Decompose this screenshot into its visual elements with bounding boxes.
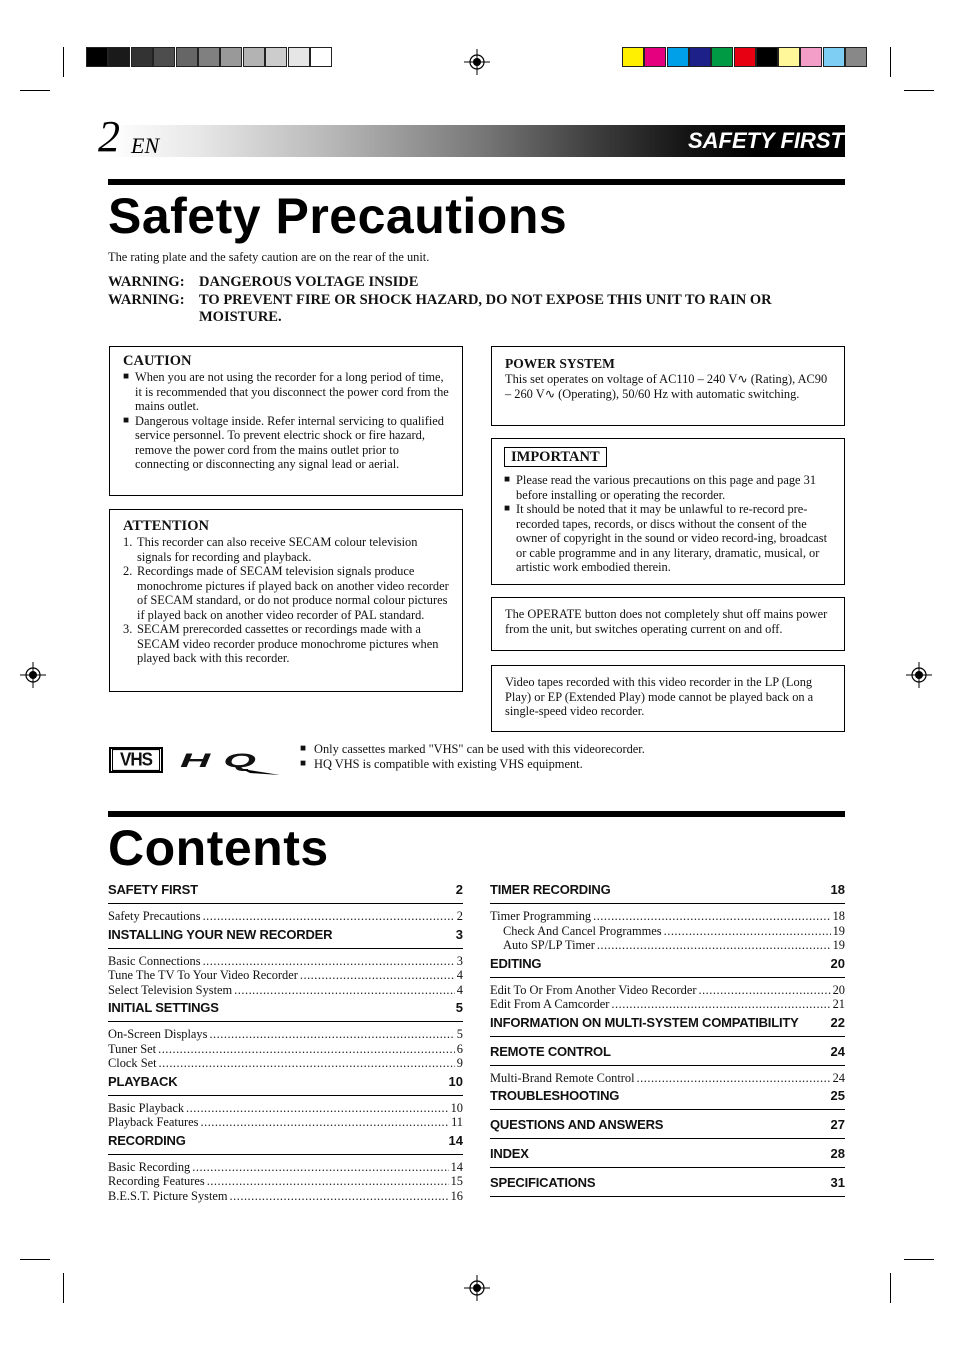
warning-label: WARNING:	[108, 274, 185, 290]
toc-leader-dots	[203, 909, 455, 924]
color-swatch	[667, 47, 689, 67]
gray-swatch	[310, 47, 332, 67]
hq-swoosh-icon	[180, 753, 282, 777]
toc-section-title: INITIAL SETTINGS	[108, 1000, 219, 1015]
gray-swatch	[288, 47, 310, 67]
gray-swatch	[176, 47, 198, 67]
color-swatch	[845, 47, 867, 67]
toc-section-title: SPECIFICATIONS	[490, 1175, 596, 1190]
toc-section-index[interactable]	[490, 1146, 845, 1168]
toc-right-column	[490, 882, 845, 1204]
toc-entry-title: Clock Set	[108, 1056, 157, 1070]
operate-note-box	[491, 597, 845, 651]
toc-entry-page: 14	[450, 1159, 463, 1174]
toc-entries	[490, 1110, 845, 1117]
operate-note: The OPERATE button does not completely shut off mains power from the unit, but switches operating current on and off.	[505, 607, 828, 636]
page-number: 2	[98, 112, 120, 161]
toc-entries	[108, 1096, 463, 1133]
toc-entry-title: Auto SP/LP Timer	[503, 938, 595, 952]
toc-entries	[108, 1022, 463, 1074]
toc-section-editing[interactable]	[490, 956, 845, 978]
toc-section-information-on-multi-system-compatibility[interactable]	[490, 1015, 845, 1037]
toc-section-page: 2	[455, 882, 463, 897]
gray-swatch	[243, 47, 265, 67]
gray-swatch	[108, 47, 130, 67]
toc-section-title: RECORDING	[108, 1132, 186, 1148]
toc-section-specifications[interactable]	[490, 1175, 845, 1197]
toc-section-page: 18	[830, 882, 845, 897]
toc-section-page: 3	[455, 926, 463, 942]
power-system-box	[491, 346, 845, 426]
language-code: EN	[131, 133, 160, 158]
toc-entry-title: Basic Playback	[108, 1100, 185, 1115]
color-swatch	[778, 47, 800, 67]
color-swatch	[734, 47, 756, 67]
toc-entry-title: Edit To Or From Another Video Recorder	[490, 982, 697, 997]
toc-leader-dots	[159, 1056, 455, 1071]
toc-entry[interactable]	[490, 909, 845, 924]
important-title: IMPORTANT	[504, 447, 607, 467]
warning-voltage	[108, 274, 828, 292]
toc-section-page: 14	[448, 1132, 463, 1148]
toc-entry-page: 5	[456, 1027, 463, 1041]
toc-section-page: 27	[830, 1117, 845, 1132]
attention-item: 3. SECAM prerecorded cassettes or recordings made with a SECAM video recorder produce monochrome pictures when played back with this recorder.	[123, 622, 439, 665]
toc-entry-title: Check And Cancel Programmes	[503, 923, 662, 938]
important-item: ■ It should be noted that it may be unlawful to re-record pre-recorded tapes, records, or discs without the consent of the owner of copyright in the sound or video record-ing, broadcast or cable programme and in any literary, dramatic, musical, or artistic work embodied therein.	[504, 502, 828, 574]
toc-leader-dots	[611, 997, 830, 1012]
toc-leader-dots	[300, 968, 455, 983]
registration-mark-icon	[464, 49, 490, 75]
registration-mark-icon	[20, 662, 46, 688]
toc-section-title: EDITING	[490, 955, 542, 971]
registration-mark-icon	[906, 662, 932, 688]
toc-entry-title: Recording Features	[108, 1174, 205, 1188]
toc-section-timer-recording[interactable]	[490, 882, 845, 904]
toc-section-questions-and-answers[interactable]	[490, 1117, 845, 1139]
toc-section-title: REMOTE CONTROL	[490, 1043, 611, 1059]
warning-fire	[108, 292, 828, 328]
toc-leader-dots	[158, 1042, 455, 1057]
toc-entry[interactable]	[108, 909, 463, 924]
toc-entry[interactable]	[490, 938, 845, 953]
toc-entry-title: Edit From A Camcorder	[490, 997, 610, 1011]
toc-leader-dots	[203, 954, 455, 969]
caution-item: ■ When you are not using the recorder for a long period of time, it is recommended that you disconnect the power cord from the mains outlet.	[123, 370, 449, 413]
toc-section-troubleshooting[interactable]	[490, 1088, 845, 1110]
toc-section-page: 25	[830, 1088, 845, 1103]
toc-entry-page: 9	[456, 1056, 463, 1070]
toc-entry[interactable]	[108, 1101, 463, 1116]
toc-entry-page: 6	[456, 1041, 463, 1056]
toc-entry-title: On-Screen Displays	[108, 1027, 208, 1041]
square-bullet-icon: ■	[300, 757, 307, 769]
toc-leader-dots	[637, 1071, 831, 1086]
toc-entry-title: Playback Features	[108, 1115, 199, 1129]
attention-title: ATTENTION	[123, 518, 209, 534]
toc-section-page: 5	[455, 1000, 463, 1015]
toc-entries	[490, 1168, 845, 1175]
toc-section-page: 31	[830, 1175, 845, 1190]
contents-title: Contents	[108, 820, 329, 876]
color-swatch	[711, 47, 733, 67]
toc-entry[interactable]	[108, 983, 463, 998]
toc-entry-title: Multi-Brand Remote Control	[490, 1070, 635, 1085]
square-bullet-icon: ■	[300, 743, 307, 754]
toc-entries	[490, 1139, 845, 1146]
power-system-text: This set operates on voltage of AC110 – 240 V∿ (Rating), AC90 – 260 V∿ (Operating), 50/60 Hz with automatic switching.	[505, 372, 828, 401]
toc-entry-title: Basic Recording	[108, 1159, 191, 1174]
page-title: Safety Precautions	[108, 188, 568, 244]
hq-logo-text: HQ	[180, 751, 270, 772]
toc-entry-page: 3	[456, 953, 463, 968]
color-swatch	[689, 47, 711, 67]
registration-mark-icon	[464, 1275, 490, 1301]
caution-item: ■ Dangerous voltage inside. Refer internal servicing to qualified service personnel. To prevent electric shock or fire hazard, remove the power cord from the mains outlet prior to connecting or disconnecting any signal lead or aerial.	[123, 413, 444, 471]
square-bullet-icon: ■	[123, 371, 130, 382]
toc-section-title: PLAYBACK	[108, 1073, 178, 1089]
toc-entry[interactable]	[108, 1174, 463, 1189]
toc-entry-page: 20	[832, 982, 845, 997]
toc-section-title: TIMER RECORDING	[490, 882, 611, 897]
toc-section-safety-first[interactable]	[108, 882, 463, 904]
toc-entry-title: Safety Precautions	[108, 909, 201, 923]
toc-leader-dots	[209, 1027, 454, 1042]
toc-section-recording[interactable]	[108, 1133, 463, 1155]
square-bullet-icon: ■	[123, 414, 130, 426]
toc-entry[interactable]	[490, 983, 845, 998]
toc-entry-page: 4	[456, 968, 463, 982]
tape-note: Video tapes recorded with this video recorder in the LP (Long Play) or EP (Extended Play) mode cannot be played back on a single-speed video recorder.	[505, 675, 814, 718]
toc-leader-dots	[186, 1101, 449, 1116]
important-box	[491, 438, 845, 585]
toc-entry-page: 19	[832, 938, 845, 952]
power-system-title: POWER SYSTEM	[505, 356, 615, 371]
warning-text: TO PREVENT FIRE OR SHOCK HAZARD, DO NOT EXPOSE THIS UNIT TO RAIN OR MOISTURE.	[199, 292, 772, 325]
toc-entry-page: 19	[832, 923, 845, 938]
toc-entry-title: Tune The TV To Your Video Recorder	[108, 968, 298, 982]
toc-entry-page: 21	[832, 997, 845, 1011]
toc-entry[interactable]	[108, 968, 463, 983]
toc-section-title: TROUBLESHOOTING	[490, 1088, 620, 1103]
toc-entry[interactable]	[108, 1027, 463, 1042]
contents-rule	[108, 811, 845, 817]
vhs-logo-text: VHS	[112, 749, 160, 771]
toc-entry[interactable]	[108, 954, 463, 969]
color-swatch	[644, 47, 666, 67]
color-swatch	[622, 47, 644, 67]
toc-entry-page: 18	[832, 909, 845, 923]
gray-swatch	[131, 47, 153, 67]
warning-text: DANGEROUS VOLTAGE INSIDE	[199, 274, 419, 290]
toc-section-page: 10	[448, 1073, 463, 1089]
toc-section-title: INFORMATION ON MULTI-SYSTEM COMPATIBILITY	[490, 1014, 799, 1030]
vhs-logo	[109, 747, 163, 773]
toc-leader-dots	[664, 924, 831, 939]
toc-section-remote-control[interactable]	[490, 1044, 845, 1066]
toc-entry-title: B.E.S.T. Picture System	[108, 1188, 228, 1203]
hq-logo	[180, 753, 282, 777]
toc-entry-page: 15	[450, 1174, 463, 1188]
toc-leader-dots	[234, 983, 455, 998]
color-swatch	[800, 47, 822, 67]
caution-title: CAUTION	[123, 353, 192, 369]
toc-entries	[490, 904, 845, 956]
toc-section-page: 22	[830, 1014, 845, 1030]
toc-entry-page: 2	[456, 909, 463, 923]
section-title: SAFETY FIRST	[687, 128, 844, 153]
toc-entries	[490, 1197, 845, 1204]
toc-leader-dots	[192, 1160, 448, 1175]
toc-entries	[108, 904, 463, 927]
toc-entries	[108, 1155, 463, 1207]
toc-entries	[490, 978, 845, 1015]
toc-entry-title: Select Television System	[108, 982, 233, 997]
toc-entry[interactable]	[108, 1056, 463, 1071]
vhs-note-item: ■ HQ VHS is compatible with existing VHS equipment.	[300, 756, 583, 771]
gray-swatch	[153, 47, 175, 67]
attention-item: 2. Recordings made of SECAM television signals produce monochrome pictures if played back on another video recorder of SECAM standard, or do not produce normal colour pictures if played back on another video recorder of PAL standard.	[123, 564, 449, 622]
toc-entry-page: 11	[451, 1115, 463, 1129]
toc-left-column	[108, 882, 463, 1206]
caution-box	[109, 346, 463, 496]
gray-swatch	[198, 47, 220, 67]
toc-leader-dots	[597, 938, 831, 953]
toc-entries	[108, 949, 463, 1001]
toc-entry[interactable]	[490, 1071, 845, 1086]
gray-swatch	[86, 47, 108, 67]
toc-entry[interactable]	[108, 1160, 463, 1175]
toc-leader-dots	[230, 1189, 449, 1204]
toc-section-playback[interactable]	[108, 1074, 463, 1096]
toc-entry-page: 4	[456, 982, 463, 997]
color-swatch	[823, 47, 845, 67]
gray-swatch	[220, 47, 242, 67]
toc-section-installing-your-new-recorder[interactable]	[108, 927, 463, 949]
toc-leader-dots	[698, 983, 830, 998]
toc-entry[interactable]	[108, 1115, 463, 1130]
toc-entries	[490, 1066, 845, 1089]
toc-section-page: 24	[830, 1043, 845, 1059]
warning-label: WARNING:	[108, 292, 185, 308]
toc-entry-page: 24	[832, 1070, 845, 1085]
toc-section-title: QUESTIONS AND ANSWERS	[490, 1117, 664, 1132]
important-item: ■ Please read the various precautions on this page and page 31 before installing or operating the recorder.	[504, 473, 817, 502]
toc-section-title: SAFETY FIRST	[108, 882, 198, 897]
tape-note-box	[491, 665, 845, 732]
vhs-note-item: ■ Only cassettes marked "VHS" can be used with this videorecorder.	[300, 742, 645, 756]
toc-section-title: INDEX	[490, 1146, 529, 1161]
attention-item: 1. This recorder can also receive SECAM colour television signals for recording and playback.	[123, 535, 418, 564]
toc-leader-dots	[593, 909, 831, 924]
toc-entry[interactable]	[108, 1042, 463, 1057]
toc-leader-dots	[207, 1174, 449, 1189]
color-swatch	[756, 47, 778, 67]
vhs-notes	[300, 742, 720, 771]
toc-leader-dots	[201, 1115, 450, 1130]
toc-entry[interactable]	[490, 924, 845, 939]
square-bullet-icon: ■	[504, 503, 511, 514]
toc-entry[interactable]	[490, 997, 845, 1012]
toc-section-title: INSTALLING YOUR NEW RECORDER	[108, 926, 333, 942]
toc-entries	[490, 1037, 845, 1044]
attention-box	[109, 509, 463, 692]
toc-section-page: 20	[830, 955, 845, 971]
toc-section-initial-settings[interactable]	[108, 1000, 463, 1022]
toc-entry-page: 10	[450, 1100, 463, 1115]
title-rule	[108, 179, 845, 185]
rating-note: The rating plate and the safety caution are on the rear of the unit.	[108, 250, 430, 264]
toc-entry-title: Tuner Set	[108, 1041, 157, 1056]
toc-entry-title: Basic Connections	[108, 953, 201, 968]
square-bullet-icon: ■	[504, 474, 511, 485]
toc-entry[interactable]	[108, 1189, 463, 1204]
toc-section-page: 28	[830, 1146, 845, 1161]
toc-entry-page: 16	[450, 1188, 463, 1203]
toc-entry-title: Timer Programming	[490, 909, 592, 923]
gray-swatch	[265, 47, 287, 67]
